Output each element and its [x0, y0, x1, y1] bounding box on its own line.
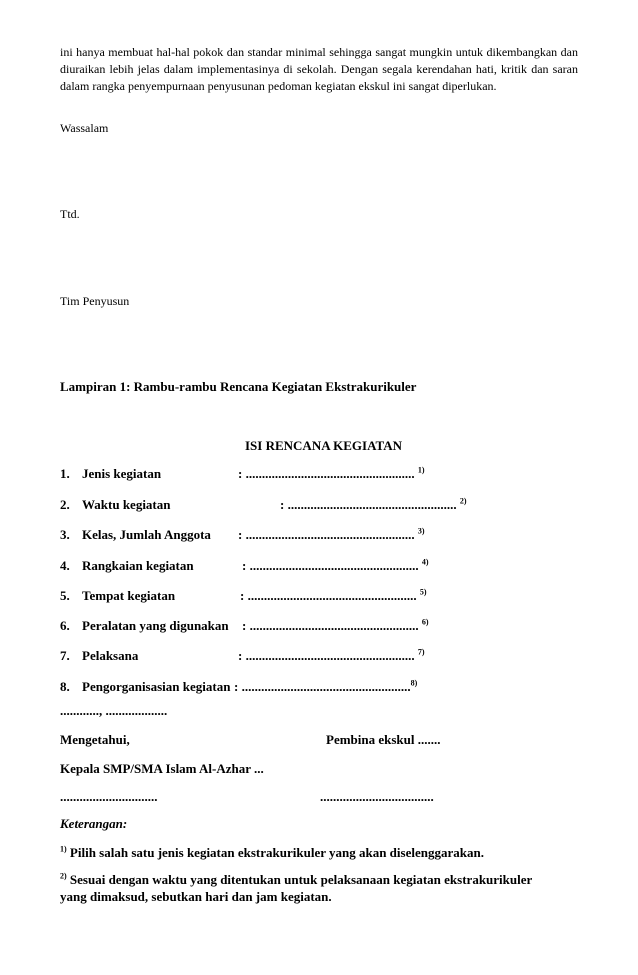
item-label: Pelaksana	[82, 648, 139, 663]
item-fill-line: : .................................................... $^{1)}$	[238, 465, 425, 481]
item-fill-line: : ....................................................$^{8)}$	[234, 678, 418, 694]
principal-signature-line: ..............................	[60, 789, 158, 804]
notes-heading: Keterangan:	[60, 816, 128, 831]
item-number: 5.	[60, 588, 70, 603]
item-label: Jenis kegiatan	[82, 466, 162, 481]
item-number: 3.	[60, 527, 70, 542]
principal-title: Kepala SMP/SMA Islam Al-Azhar ...	[60, 761, 264, 776]
item-number: 8.	[60, 679, 70, 694]
appendix-heading: ISI RENCANA KEGIATAN	[245, 438, 402, 453]
item-fill-line: : .................................................... $^{3)}$	[238, 526, 425, 542]
closing-text: Wassalam	[60, 121, 109, 135]
item-number: 4.	[60, 558, 70, 573]
item-ref: 3)	[417, 526, 425, 536]
item-fill-line: : .................................................... $^{5)}$	[240, 587, 427, 603]
item-number: 6.	[60, 618, 70, 633]
note-2	[60, 871, 550, 905]
item-label: Peralatan yang digunakan	[82, 618, 229, 633]
item-fill-line: : .................................................... $^{2)}$	[280, 496, 467, 512]
item-ref: 7)	[417, 647, 425, 657]
item-fill-line: : .................................................... $^{6)}$	[242, 617, 429, 633]
item-ref: 2)	[459, 496, 467, 506]
item-ref: 1)	[417, 465, 425, 475]
note-1	[60, 845, 484, 861]
item-ref: 8)	[410, 678, 418, 688]
note-ref: 2)	[60, 871, 67, 881]
signature-text: Ttd.	[60, 207, 80, 221]
item-label: Tempat kegiatan	[82, 588, 176, 603]
item-ref: 6)	[421, 617, 429, 627]
item-ref: 4)	[421, 557, 429, 567]
note-text: Sesuai dengan waktu yang ditentukan untuk pelaksanaan kegiatan ekstrakurikuler yang dimaksud, sebutkan hari dan jam kegiatan.	[60, 872, 533, 904]
item-label: Pengorganisasian kegiatan	[82, 679, 231, 694]
advisor-label: Pembina ekskul .......	[326, 732, 441, 747]
note-text: Pilih salah satu jenis kegiatan ekstrakurikuler yang akan diselenggarakan.	[69, 845, 484, 860]
advisor-signature-line: ...................................	[320, 789, 434, 804]
item-label: Waktu kegiatan	[82, 497, 171, 512]
item-label: Kelas, Jumlah Anggota	[82, 527, 211, 542]
item-label: Rangkaian kegiatan	[82, 558, 194, 573]
date-line: ............, ...................	[60, 703, 168, 718]
intro-paragraph: ini hanya membuat hal-hal pokok dan standar minimal sehingga sangat mungkin untuk dikembangkan dan diuraikan lebih jelas dalam implementasinya di sekolah. Dengan segala kerendahan hati, kritik dan saran dalam rangka penyempurnaan penyusunan pedoman kegiatan ekskul ini sangat diperlukan.	[60, 45, 578, 93]
acknowledged-label: Mengetahui,	[60, 732, 130, 747]
item-fill-line: : .................................................... $^{4)}$	[242, 557, 429, 573]
item-number: 2.	[60, 497, 70, 512]
item-number: 7.	[60, 648, 70, 663]
item-fill-line: : .................................................... $^{7)}$	[238, 647, 425, 663]
author-text: Tim Penyusun	[60, 294, 130, 308]
appendix-title: Lampiran 1: Rambu-rambu Rencana Kegiatan Ekstrakurikuler	[60, 379, 417, 394]
note-ref: 1)	[60, 844, 67, 854]
item-number: 1.	[60, 466, 70, 481]
item-ref: 5)	[419, 587, 427, 597]
